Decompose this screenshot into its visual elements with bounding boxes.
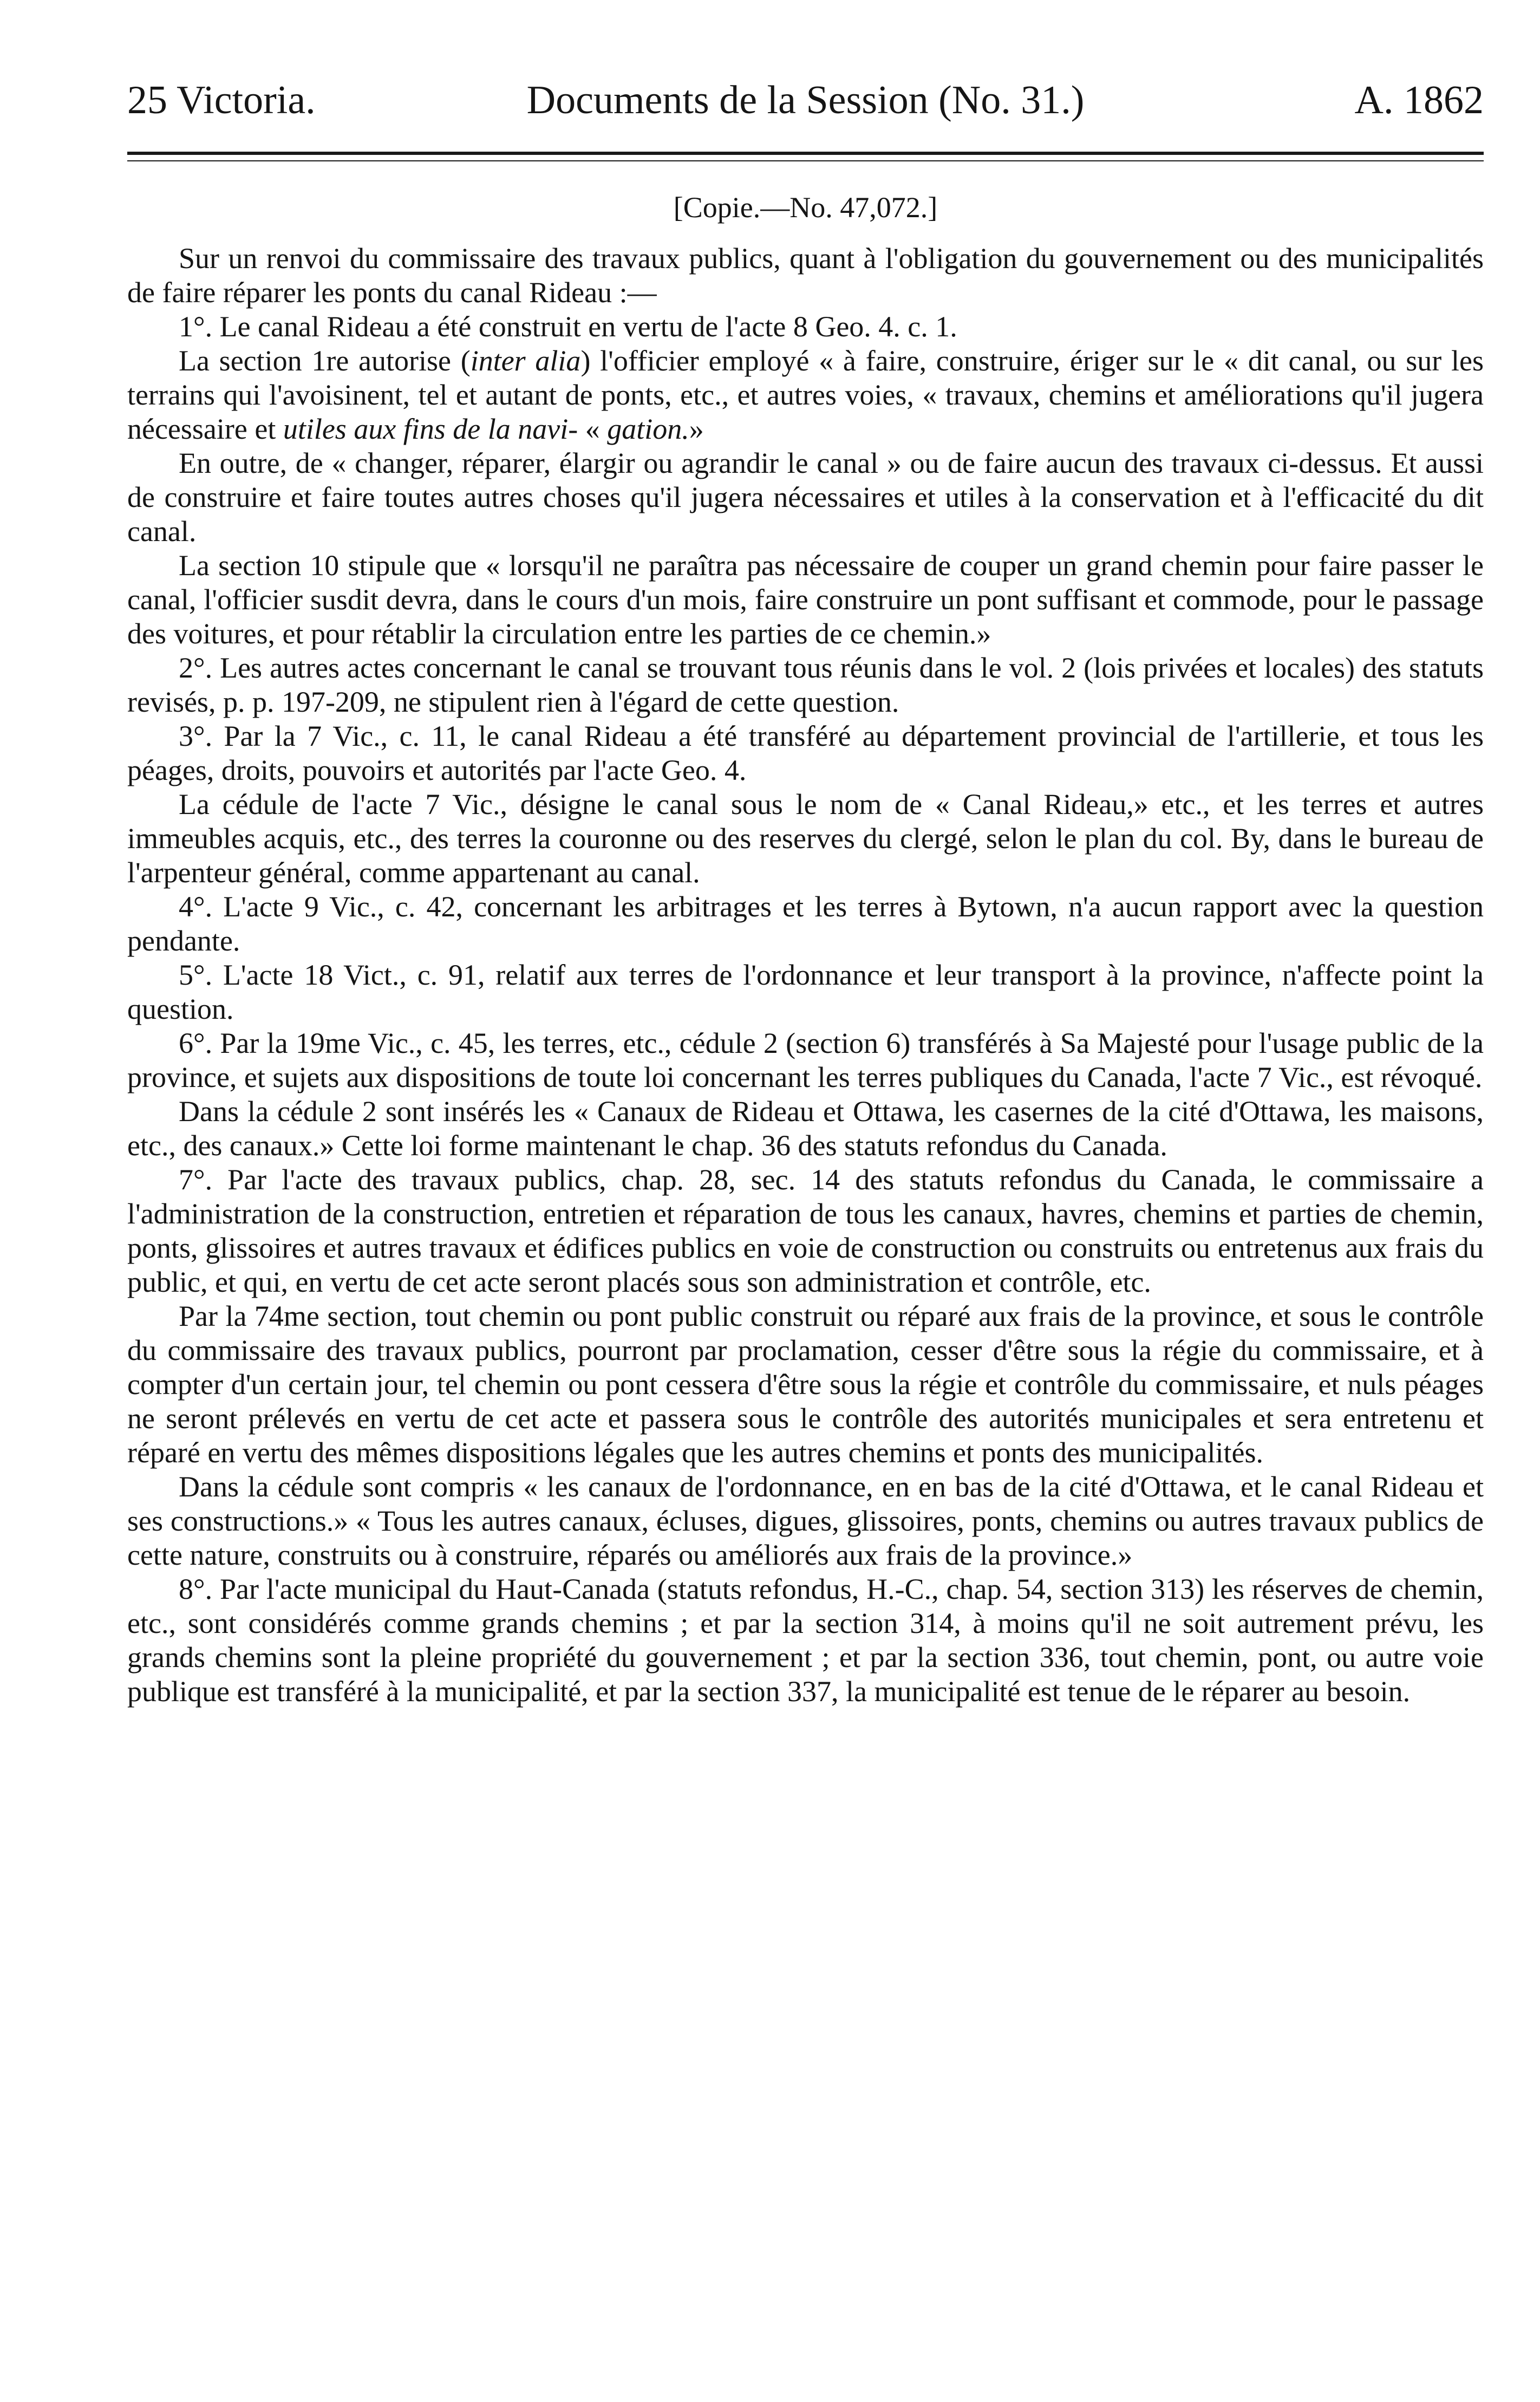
paragraph-point-2: 2°. Les autres actes concernant le canal se trouvant tous réunis dans le vol. 2 (lois privées et locales) des statuts revisés, p. p. 197-209, ne stipulent rien à l'égard de cette question. [127,652,1484,718]
paragraph-point-5: 5°. L'acte 18 Vict., c. 91, relatif aux terres de l'ordonnance et leur transport à la province, n'affecte point la question. [127,959,1484,1025]
running-head-title: Documents de la Session (No. 31.) [526,78,1085,122]
paragraph-section-74: Par la 74me section, tout chemin ou pont public construit ou réparé aux frais de la province, et sous le contrôle du commissaire des travaux publics, pourront par proclamation, cesser d'être sous la régie du commissaire, et à compter d'un certain jour, tel chemin ou pont cessera d'être sous la régie et contrôle du commissaire, et nuls péages ne seront prélevés en vertu de cet acte et passera sous le contrôle des autorités municipales et sera entretenu et réparé en vertu des mêmes dispositions légales que les autres chemins et ponts des municipalités. [127,1300,1484,1469]
paragraph-cedule-7-vic: La cédule de l'acte 7 Vic., désigne le canal sous le nom de « Canal Rideau,» etc., et les terres et autres immeubles acquis, etc., des terres la couronne ou des reserves du clergé, selon le plan du col. By, dans le bureau de l'arpenteur général, comme appartenant au canal. [127,788,1484,889]
header-rule-thin [127,160,1484,161]
running-head [127,70,1484,130]
paragraph-point-8: 8°. Par l'acte municipal du Haut-Canada (statuts refondus, H.-C., chap. 54, section 313) les réserves de chemin, etc., sont considérés comme grands chemins ; et par la section 314, à moins qu'il ne soit autrement prévu, les grands chemins sont la pleine propriété du gouvernement ; et par la section 336, tout chemin, pont, ou autre voie publique est transféré à la municipalité, et par la section 337, la municipalité est tenue de le réparer au besoin. [127,1573,1484,1708]
italic-phrase: inter alia [470,344,581,377]
paragraph-section-1re: La section 1re autorise (inter alia) l'officier employé « à faire, construire, ériger sur le « dit canal, ou sur les terrains qui l'avoisinent, tel et autant de ponts, etc., et autres voies, « travaux, chemins et améliorations qu'il jugera nécessaire et utiles aux fins de la navi- « gation.» [127,344,1484,445]
paragraph-en-outre: En outre, de « changer, réparer, élargir ou agrandir le canal » ou de faire aucun des travaux ci-dessus. Et aussi de construire et faire toutes autres choses qu'il jugera nécessaires et utiles à la conservation et à l'efficacité du dit canal. [127,447,1484,548]
italic-phrase: gation. [607,413,689,445]
header-rule [127,152,1484,168]
paragraph-section-10: La section 10 stipule que « lorsqu'il ne paraîtra pas nécessaire de couper un grand chemin pour faire passer le canal, l'officier susdit devra, dans le cours d'un mois, faire construire un pont suffisant et commode, pour le passage des voitures, et pour rétablir la circulation entre les parties de ce chemin.» [127,549,1484,650]
header-rule-thick [127,152,1484,155]
paragraph-point-7: 7°. Par l'acte des travaux publics, chap. 28, sec. 14 des statuts refondus du Canada, le commissaire a l'administration de la construction, entretien et réparation de tous les canaux, havres, chemins et parties de chemin, ponts, glissoires et autres travaux et édifices publics en voie de construction ou construits ou entretenus aux frais du public, et qui, en vertu de cet acte seront placés sous son administration et contrôle, etc. [127,1163,1484,1298]
copy-heading: [Copie.—No. 47,072.] [673,191,938,224]
running-head-year: A. 1862 [1354,78,1484,122]
paragraph-point-1: 1°. Le canal Rideau a été construit en vertu de l'acte 8 Geo. 4. c. 1. [179,310,957,343]
running-head-volume: 25 Victoria. [127,78,316,122]
paragraph-referral: Sur un renvoi du commissaire des travaux publics, quant à l'obligation du gouvernement ou des municipalités de faire réparer les ponts du canal Rideau :— [127,242,1484,309]
paragraph-cedule-2: Dans la cédule 2 sont insérés les « Canaux de Rideau et Ottawa, les casernes de la cité d'Ottawa, les maisons, etc., des canaux.» Cette loi forme maintenant le chap. 36 des statuts refondus du Canada. [127,1095,1484,1162]
paragraph-cedule-canaux: Dans la cédule sont compris « les canaux de l'ordonnance, en en bas de la cité d'Ottawa, et le canal Rideau et ses constructions.» « Tous les autres canaux, écluses, digues, glissoires, ponts, chemins ou autres travaux publics de cette nature, construits ou à construire, réparés ou améliorés aux frais de la province.» [127,1470,1484,1571]
body-text [127,242,1484,1709]
paragraph-point-6: 6°. Par la 19me Vic., c. 45, les terres, etc., cédule 2 (section 6) transférés à Sa Majesté pour l'usage public de la province, et sujets aux dispositions de toute loi concernant les terres publiques du Canada, l'acte 7 Vic., est révoqué. [127,1027,1484,1093]
document-page [127,70,1484,1709]
italic-phrase: utiles aux fins de la navi- [283,413,578,445]
paragraph-point-3: 3°. Par la 7 Vic., c. 11, le canal Rideau a été transféré au département provincial de l'artillerie, et tous les péages, droits, pouvoirs et autorités par l'acte Geo. 4. [127,720,1484,786]
paragraph-point-4: 4°. L'acte 9 Vic., c. 42, concernant les arbitrages et les terres à Bytown, n'a aucun rapport avec la question pendante. [127,890,1484,957]
